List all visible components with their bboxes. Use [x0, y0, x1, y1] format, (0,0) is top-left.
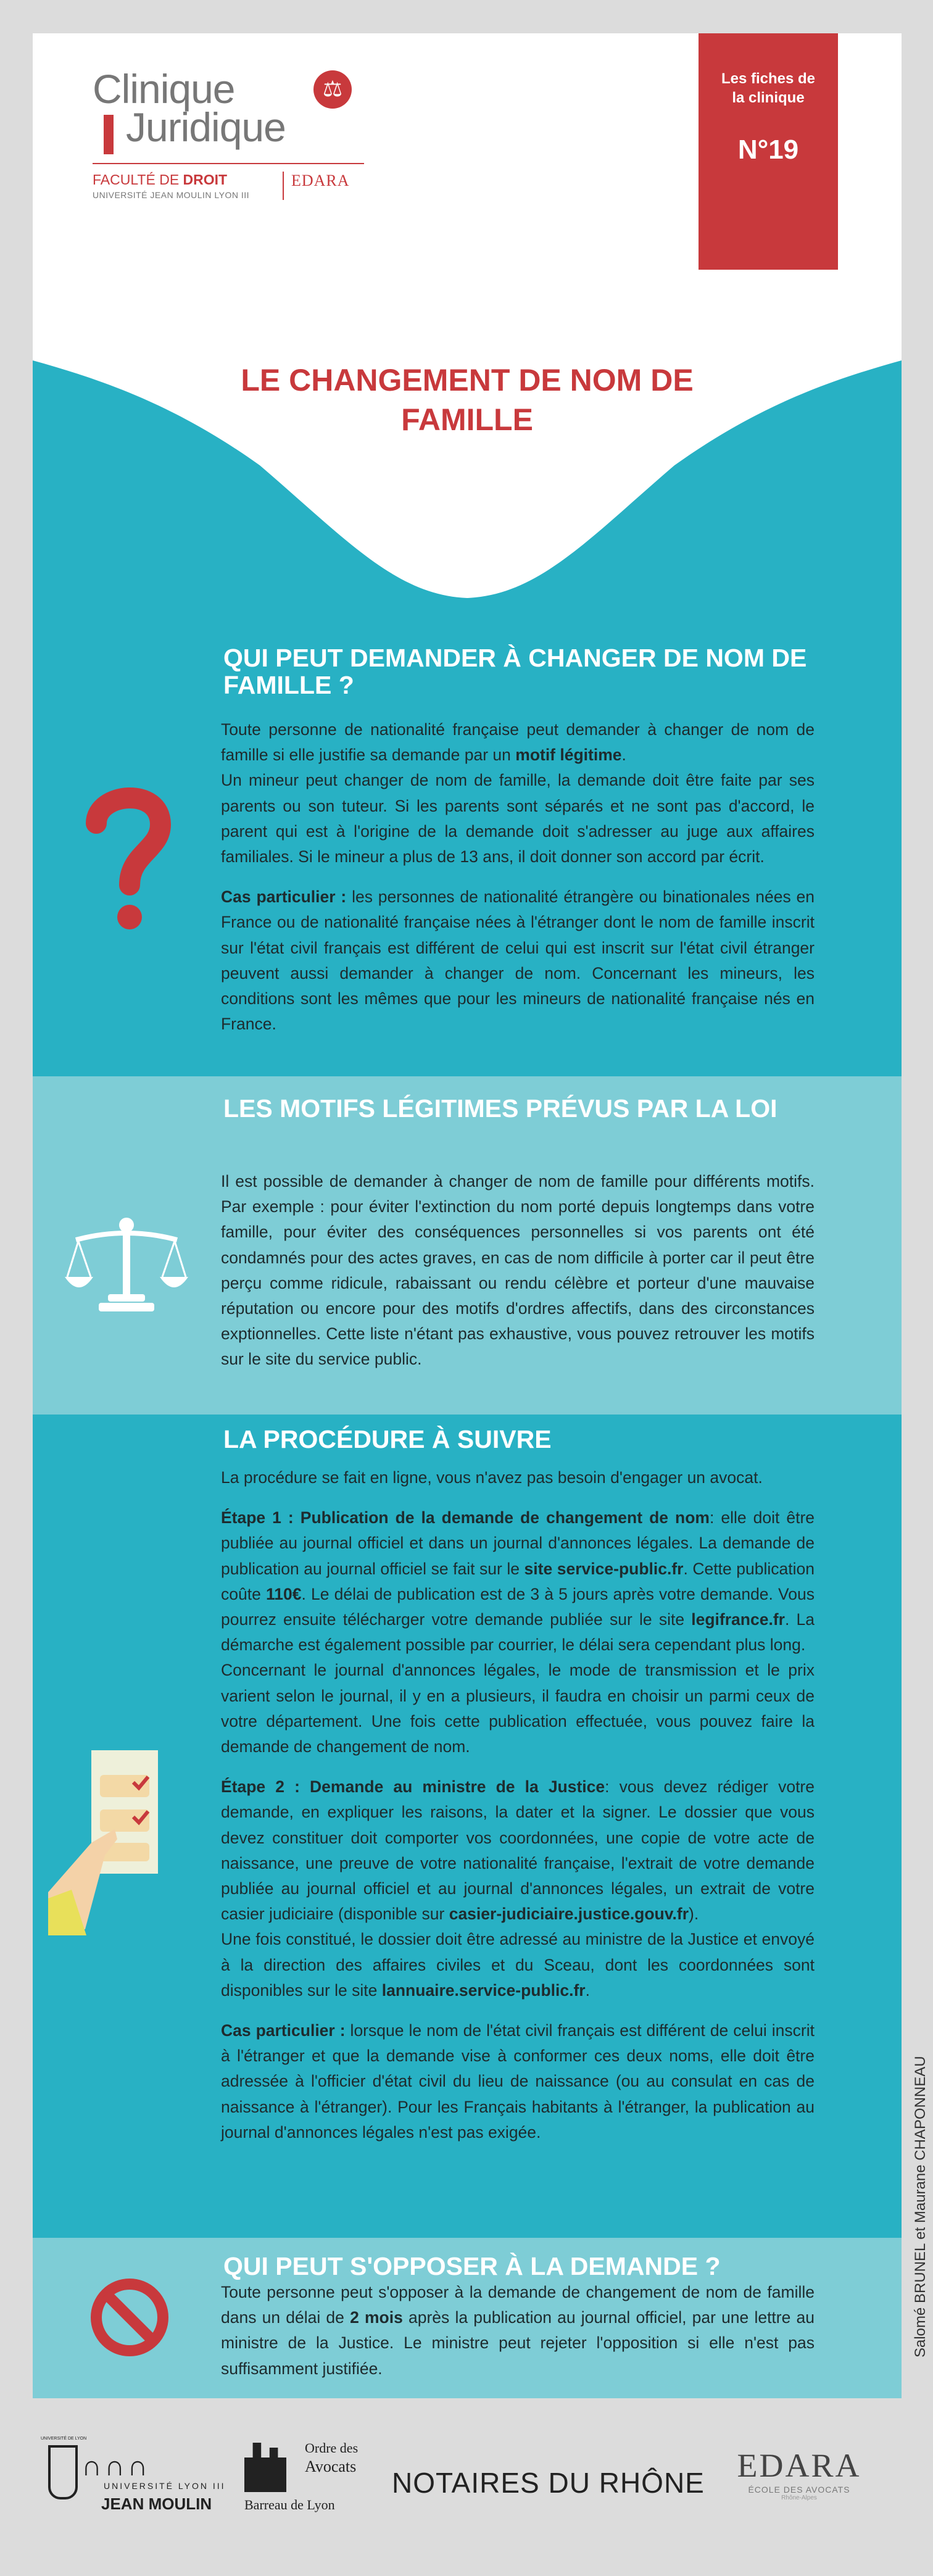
- logo-faculte: FACULTÉ DE DROIT: [93, 172, 228, 188]
- avocats-line1: Ordre des: [305, 2440, 359, 2456]
- logo-divider: [93, 163, 364, 164]
- footer-logos: [0, 2243, 933, 2576]
- section-procedure-heading: LA PROCÉDURE À SUIVRE: [223, 1425, 552, 1453]
- page-title: LE CHANGEMENT DE NOM DE FAMILLE: [241, 363, 694, 437]
- section-motifs: [33, 1076, 902, 1415]
- fiche-card: [33, 33, 902, 2378]
- logo-separator: [283, 172, 284, 200]
- clinique-logo: [93, 65, 364, 251]
- credit-text: Salomé BRUNEL et Maurane CHAPONNEAU: [912, 2056, 929, 2358]
- section-who-heading: QUI PEUT DEMANDER À CHANGER DE NOM DE FAMILLE ?: [223, 644, 807, 699]
- edara-sub: ÉCOLE DES AVOCATS: [748, 2485, 850, 2495]
- avocats-line2: Avocats: [305, 2458, 357, 2475]
- checklist-icon: [48, 1750, 159, 1935]
- logo-line2: Juridique: [126, 104, 286, 150]
- logo-bar: [104, 115, 114, 154]
- scales-logo-icon: ⚖: [313, 70, 352, 109]
- ujm-small: UNIVERSITÉ DE LYON: [41, 2437, 87, 2441]
- fiche-label: Les fiches de la clinique: [721, 70, 816, 106]
- ujm-name: JEAN MOULIN: [101, 2495, 212, 2513]
- logo-universite: UNIVERSITÉ JEAN MOULIN LYON III: [93, 190, 250, 200]
- section-procedure-text: La procédure se fait en ligne, vous n'avez pas besoin d'engager un avocat. Étape 1 : Publication de la demande de changement de nom: elle doit être publiée au journal officiel et dans un journal d'annonces légales. La demande de publication au journal officiel se fait sur le site service-public.fr. Cette publication coûte 110€. Le délai de publication est de 3 à 5 jours après votre demande. Vous pourrez ensuite télécharger votre demande publiée sur le site legifrance.fr. La démarche est également possible par courrier, le délai sera cependant plus long. Concernant le journal d'annonces légales, le mode de transmission et le prix varient selon le journal, il y en a plusieurs, il faudra en choisir un parmi ceux de votre département. Une fois cette publication effectuée, vous pouvez faire la demande de changement de nom. Étape 2 : Demande au ministre de la Justice: vous devez rédiger votre demande, en expliquer les raisons, la dater et la signer. Le dossier que vous devez constituer doit comporter vos coordonnées, une copie de votre acte de naissance, une preuve de votre nationalité française, l'extrait de votre demande publiée au journal officiel et au journal d'annonces légales, un extrait de votre casier judiciaire (disponible sur casier-judiciaire.justice.gouv.fr). Une fois constitué, le dossier doit être adressé au ministre de la Justice et envoyé à la direction des affaires civiles et du Sceau, dont les coordonnées sont disponibles sur le site lannuaire.service-public.fr. Cas particulier : lorsque le nom de l'état civil français est différent de celui inscrit à l'étranger et que la demande vise à conformer ces deux noms, elle doit être adressée à l'officier d'état civil du lieu de naissance (ou au consulat en cas de naissance à l'étranger). Pour les Français habitants à l'étranger, la publication au journal d'annonces légales n'est pas exigée.: [221, 1468, 815, 2142]
- fiche-badge: [699, 33, 838, 270]
- section-who-text: Toute personne de nationalité française peut demander à changer de nom de famille si elle justifie sa demande par un motif légitime. Un mineur peut changer de nom de famille, la demande doit être faite par ses parents ou son tuteur. Si les parents sont séparés et ne sont pas d'accord, le parent qui est à l'origine de la demande doit s'adresser au juge aux affaires familiales. Si le mineur a plus de 13 ans, il doit donner son accord par écrit. Cas particulier : les personnes de nationalité étrangère ou binationales nées en France ou de nationalité française nées à l'étranger dont le nom de famille inscrit sur l'état civil français est différent de celui qui est inscrit sur l'état civil étranger peuvent aussi demander à changer de nom. Concernant les mineurs, les conditions sont les mêmes que pour les mineurs de nationalité française nés en France.: [221, 720, 815, 1034]
- logo-notaires: NOTAIRES DU RHÔNE: [392, 2467, 705, 2499]
- section-opposition-heading: QUI PEUT S'OPPOSER À LA DEMANDE ?: [223, 2252, 721, 2280]
- header: [33, 33, 902, 626]
- avocats-tower-icon: [244, 2443, 286, 2492]
- edara-name: EDARA: [737, 2447, 861, 2484]
- avocats-line3: Barreau de Lyon: [244, 2497, 335, 2512]
- logo-edara-footer: [722, 2446, 876, 2501]
- edara-sub2: Rhône-Alpes: [781, 2495, 817, 2501]
- section-motifs-heading: LES MOTIFS LÉGITIMES PRÉVUS PAR LA LOI: [223, 1094, 778, 1123]
- section-motifs-text: Il est possible de demander à changer de nom de famille pour différents motifs. Par exemple : pour éviter l'extinction du nom porté depuis longtemps dans votre famille, pour éviter des conséquences personnelles si vos parents ont été condamnés pour des actes graves, en cas de nom difficile à porter car il peut être perçu comme ridicule, rabaissant ou rendu célèbre et porteur d'une mauvaise réputation ou encore pour des motifs d'ordres affectifs, dans des circonstances exptionnelles. Cette liste n'étant pas exhaustive, vous pouvez retrouver les motifs sur le site du service public.: [221, 1172, 815, 1369]
- logo-edara: EDARA: [291, 172, 350, 189]
- logo-line1: Clinique: [93, 66, 235, 112]
- section-opposition-text: Toute personne peut s'opposer à la demande de changement de nom de famille dans un délai de 2 mois après la publication au journal officiel, par une lettre au ministre de la Justice. Le ministre peut rejeter l'opposition si elle n'est pas suffisamment justifiée.: [221, 2283, 815, 2378]
- fiche-number: N°19: [737, 135, 799, 165]
- ujm-shield-icon: [48, 2445, 78, 2499]
- ujm-arches-icon: ∩∩∩: [81, 2449, 151, 2482]
- scales-icon: [65, 1215, 188, 1320]
- question-mark-icon: [85, 780, 172, 934]
- ujm-top: UNIVERSITÉ LYON III: [104, 2481, 226, 2491]
